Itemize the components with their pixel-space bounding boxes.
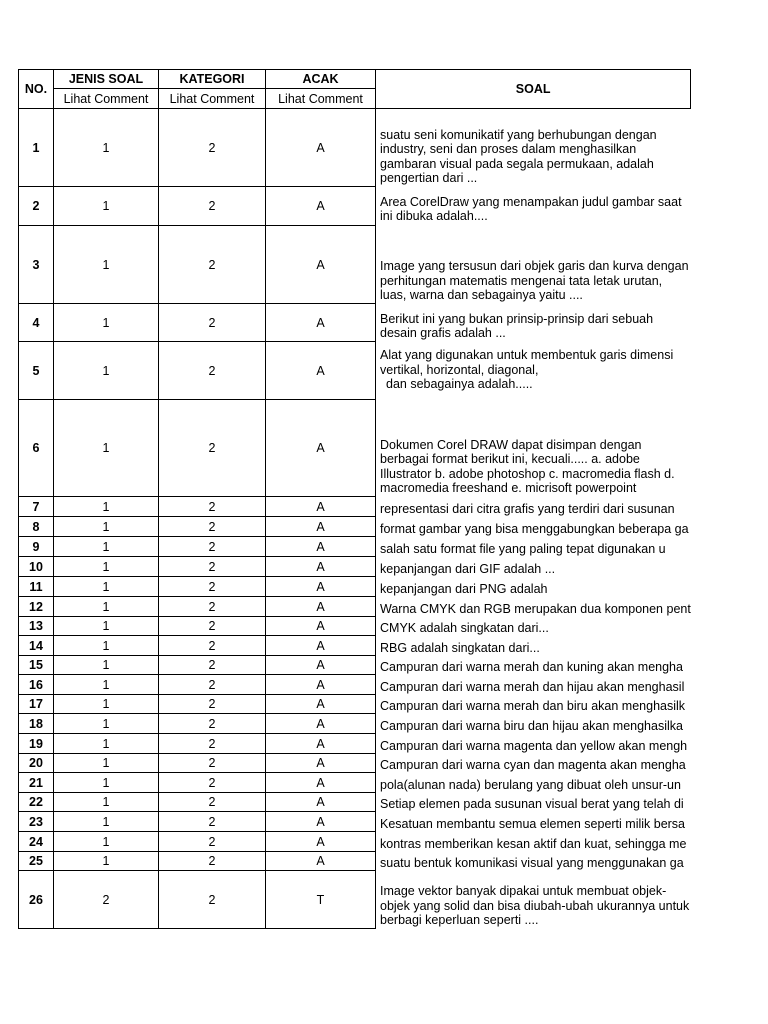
soal-cell[interactable]: suatu seni komunikatif yang berhubungan dengan industry, seni dan proses dalam menghasilkan gambaran visual pada segala permukaan, adalah pengertian dari ...	[376, 109, 691, 187]
soal-cell[interactable]: RBG adalah singkatan dari...	[376, 636, 691, 656]
soal-cell[interactable]	[376, 342, 691, 400]
acak-cell[interactable]: A	[266, 597, 376, 617]
row-number[interactable]: 4	[19, 304, 54, 342]
jenis-soal-cell[interactable]: 1	[54, 109, 159, 187]
acak-cell[interactable]: A	[266, 109, 376, 187]
table-row	[19, 714, 691, 734]
kategori-cell[interactable]: 2	[159, 187, 266, 226]
soal-cell[interactable]: Setiap elemen pada susunan visual berat yang telah di	[376, 793, 691, 812]
row-number[interactable]: 21	[19, 773, 54, 793]
jenis-soal-cell[interactable]: 2	[54, 871, 159, 929]
row-number[interactable]: 23	[19, 812, 54, 832]
kategori-cell[interactable]: 2	[159, 852, 266, 871]
kategori-cell[interactable]: 2	[159, 557, 266, 577]
row-number[interactable]: 1	[19, 109, 54, 187]
row-number[interactable]: 10	[19, 557, 54, 577]
soal-cell[interactable]: Campuran dari warna biru dan hijau akan menghasilka	[376, 714, 691, 734]
table-row	[19, 400, 691, 497]
kategori-cell[interactable]: 2	[159, 734, 266, 754]
acak-cell[interactable]: A	[266, 400, 376, 497]
acak-cell[interactable]: A	[266, 342, 376, 400]
acak-cell[interactable]: A	[266, 517, 376, 537]
row-number[interactable]: 7	[19, 497, 54, 517]
jenis-soal-cell[interactable]: 1	[54, 342, 159, 400]
kategori-cell[interactable]: 2	[159, 597, 266, 617]
jenis-soal-cell[interactable]: 1	[54, 187, 159, 226]
soal-cell[interactable]: salah satu format file yang paling tepat digunakan u	[376, 537, 691, 557]
row-number[interactable]: 24	[19, 832, 54, 852]
kategori-cell[interactable]: 2	[159, 497, 266, 517]
acak-cell[interactable]: A	[266, 226, 376, 304]
soal-cell[interactable]: Campuran dari warna merah dan hijau akan menghasil	[376, 675, 691, 695]
table-row	[19, 812, 691, 832]
header-acak-comment[interactable]: Lihat Comment	[266, 89, 376, 109]
row-number[interactable]: 8	[19, 517, 54, 537]
kategori-cell[interactable]: 2	[159, 537, 266, 557]
jenis-soal-cell[interactable]: 1	[54, 754, 159, 773]
soal-cell[interactable]: Image yang tersusun dari objek garis dan kurva dengan perhitungan matematis mengenai tata letak urutan, luas, warna dan sebagainya yaitu ....	[376, 226, 691, 304]
acak-cell[interactable]: A	[266, 557, 376, 577]
acak-cell[interactable]: A	[266, 577, 376, 597]
jenis-soal-cell[interactable]: 1	[54, 714, 159, 734]
acak-cell[interactable]: A	[266, 675, 376, 695]
soal-cell[interactable]: kepanjangan dari PNG adalah	[376, 577, 691, 597]
acak-cell[interactable]: A	[266, 636, 376, 656]
table-row	[19, 695, 691, 714]
table-row	[19, 226, 691, 304]
header-kategori-comment[interactable]: Lihat Comment	[159, 89, 266, 109]
table-row	[19, 675, 691, 695]
jenis-soal-cell[interactable]: 1	[54, 304, 159, 342]
soal-cell[interactable]: Campuran dari warna cyan dan magenta akan mengha	[376, 754, 691, 773]
kategori-cell[interactable]: 2	[159, 812, 266, 832]
soal-cell[interactable]: representasi dari citra grafis yang terdiri dari susunan	[376, 497, 691, 517]
row-number[interactable]: 5	[19, 342, 54, 400]
soal-cell[interactable]: Berikut ini yang bukan prinsip-prinsip dari sebuah desain grafis adalah ...	[376, 304, 691, 342]
header-acak: ACAK	[266, 70, 376, 89]
table-row	[19, 597, 691, 617]
soal-cell[interactable]: Campuran dari warna merah dan kuning akan mengha	[376, 656, 691, 675]
table-row	[19, 497, 691, 517]
acak-cell[interactable]: T	[266, 871, 376, 929]
acak-cell[interactable]: A	[266, 656, 376, 675]
row-number[interactable]: 2	[19, 187, 54, 226]
soal-cell[interactable]: Dokumen Corel DRAW dapat disimpan dengan berbagai format berikut ini, kecuali..... a. adobe Illustrator b. adobe photoshop c. macromedia flash d. macromedia freeshand e. micrisoft powerpoint	[376, 400, 691, 497]
table-row	[19, 734, 691, 754]
jenis-soal-cell[interactable]: 1	[54, 832, 159, 852]
kategori-cell[interactable]: 2	[159, 304, 266, 342]
acak-cell[interactable]: A	[266, 773, 376, 793]
header-kategori: KATEGORI	[159, 70, 266, 89]
table-row	[19, 517, 691, 537]
kategori-cell[interactable]: 2	[159, 871, 266, 929]
row-number[interactable]: 17	[19, 695, 54, 714]
acak-cell[interactable]: A	[266, 617, 376, 636]
table-row	[19, 304, 691, 342]
jenis-soal-cell[interactable]: 1	[54, 400, 159, 497]
kategori-cell[interactable]: 2	[159, 754, 266, 773]
table-row	[19, 577, 691, 597]
table-row	[19, 793, 691, 812]
jenis-soal-cell[interactable]: 1	[54, 226, 159, 304]
jenis-soal-cell[interactable]: 1	[54, 636, 159, 656]
acak-cell[interactable]: A	[266, 852, 376, 871]
table-row	[19, 557, 691, 577]
jenis-soal-cell[interactable]: 1	[54, 773, 159, 793]
header-jenis-comment[interactable]: Lihat Comment	[54, 89, 159, 109]
row-number[interactable]: 12	[19, 597, 54, 617]
table-row	[19, 636, 691, 656]
table-row	[19, 342, 691, 400]
jenis-soal-cell[interactable]: 1	[54, 812, 159, 832]
jenis-soal-cell[interactable]: 1	[54, 695, 159, 714]
row-number[interactable]: 19	[19, 734, 54, 754]
acak-cell[interactable]: A	[266, 497, 376, 517]
kategori-cell[interactable]: 2	[159, 636, 266, 656]
acak-cell[interactable]: A	[266, 832, 376, 852]
row-number[interactable]: 6	[19, 400, 54, 497]
row-number[interactable]: 20	[19, 754, 54, 773]
acak-cell[interactable]: A	[266, 793, 376, 812]
row-number[interactable]: 3	[19, 226, 54, 304]
table-row	[19, 773, 691, 793]
table-row	[19, 537, 691, 557]
soal-cell[interactable]: kepanjangan dari GIF adalah ...	[376, 557, 691, 577]
kategori-cell[interactable]: 2	[159, 832, 266, 852]
soal-cell[interactable]: Area CorelDraw yang menampakan judul gambar saat ini dibuka adalah....	[376, 187, 691, 226]
jenis-soal-cell[interactable]: 1	[54, 577, 159, 597]
jenis-soal-cell[interactable]: 1	[54, 497, 159, 517]
soal-cell[interactable]: CMYK adalah singkatan dari...	[376, 617, 691, 636]
header-no: NO.	[19, 70, 54, 109]
soal-cell[interactable]: Image vektor banyak dipakai untuk membuat objek-objek yang solid dan bisa diubah-ubah ukurannya untuk berbagi keperluan seperti ....	[376, 871, 691, 929]
header-soal: SOAL	[376, 70, 691, 109]
kategori-cell[interactable]: 2	[159, 714, 266, 734]
kategori-cell[interactable]: 2	[159, 517, 266, 537]
table-row	[19, 871, 691, 929]
table-row	[19, 832, 691, 852]
jenis-soal-cell[interactable]: 1	[54, 793, 159, 812]
jenis-soal-cell[interactable]: 1	[54, 517, 159, 537]
kategori-cell[interactable]: 2	[159, 773, 266, 793]
soal-cell[interactable]: suatu bentuk komunikasi visual yang menggunakan ga	[376, 852, 691, 871]
row-number[interactable]: 13	[19, 617, 54, 636]
acak-cell[interactable]: A	[266, 714, 376, 734]
soal-cell[interactable]: Campuran dari warna merah dan biru akan menghasilk	[376, 695, 691, 714]
row-number[interactable]: 9	[19, 537, 54, 557]
kategori-cell[interactable]: 2	[159, 617, 266, 636]
row-number[interactable]: 15	[19, 656, 54, 675]
jenis-soal-cell[interactable]: 1	[54, 852, 159, 871]
kategori-cell[interactable]: 2	[159, 675, 266, 695]
kategori-cell[interactable]: 2	[159, 400, 266, 497]
question-table	[18, 69, 691, 929]
acak-cell[interactable]: A	[266, 695, 376, 714]
jenis-soal-cell[interactable]: 1	[54, 597, 159, 617]
acak-cell[interactable]: A	[266, 304, 376, 342]
table-row	[19, 187, 691, 226]
table-row	[19, 754, 691, 773]
row-number[interactable]: 26	[19, 871, 54, 929]
kategori-cell[interactable]: 2	[159, 577, 266, 597]
table-row	[19, 109, 691, 187]
jenis-soal-cell[interactable]: 1	[54, 617, 159, 636]
jenis-soal-cell[interactable]: 1	[54, 557, 159, 577]
kategori-cell[interactable]: 2	[159, 793, 266, 812]
acak-cell[interactable]: A	[266, 734, 376, 754]
acak-cell[interactable]: A	[266, 187, 376, 226]
soal-cell[interactable]: Kesatuan membantu semua elemen seperti milik bersa	[376, 812, 691, 832]
row-number[interactable]: 22	[19, 793, 54, 812]
soal-cell[interactable]: Campuran dari warna magenta dan yellow akan mengh	[376, 734, 691, 754]
kategori-cell[interactable]: 2	[159, 109, 266, 187]
row-number[interactable]: 11	[19, 577, 54, 597]
table-body	[19, 109, 691, 929]
table-row	[19, 617, 691, 636]
soal-cell[interactable]: Warna CMYK dan RGB merupakan dua komponen pent	[376, 597, 691, 617]
jenis-soal-cell[interactable]: 1	[54, 537, 159, 557]
soal-cell[interactable]: pola(alunan nada) berulang yang dibuat oleh unsur-un	[376, 773, 691, 793]
soal-line: vertikal, horizontal, diagonal,	[380, 362, 539, 377]
row-number[interactable]: 16	[19, 675, 54, 695]
acak-cell[interactable]: A	[266, 754, 376, 773]
row-number[interactable]: 18	[19, 714, 54, 734]
acak-cell[interactable]: A	[266, 537, 376, 557]
row-number[interactable]: 14	[19, 636, 54, 656]
kategori-cell[interactable]: 2	[159, 226, 266, 304]
jenis-soal-cell[interactable]: 1	[54, 675, 159, 695]
soal-cell[interactable]: kontras memberikan kesan aktif dan kuat, sehingga me	[376, 832, 691, 852]
table-row	[19, 656, 691, 675]
kategori-cell[interactable]: 2	[159, 695, 266, 714]
jenis-soal-cell[interactable]: 1	[54, 734, 159, 754]
soal-line: Alat yang digunakan untuk membentuk garis dimensi	[380, 348, 674, 363]
acak-cell[interactable]: A	[266, 812, 376, 832]
header-jenis-soal: JENIS SOAL	[54, 70, 159, 89]
row-number[interactable]: 25	[19, 852, 54, 871]
soal-cell[interactable]: format gambar yang bisa menggabungkan beberapa ga	[376, 517, 691, 537]
table-row	[19, 852, 691, 871]
kategori-cell[interactable]: 2	[159, 342, 266, 400]
soal-line: dan sebagainya adalah.....	[386, 377, 533, 392]
jenis-soal-cell[interactable]: 1	[54, 656, 159, 675]
kategori-cell[interactable]: 2	[159, 656, 266, 675]
